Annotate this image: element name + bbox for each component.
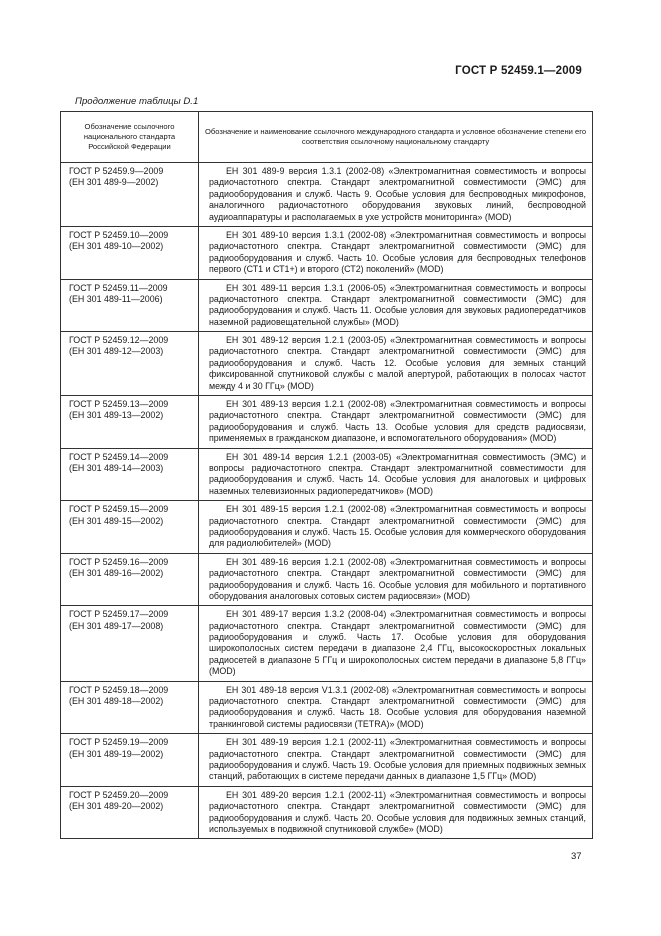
equivalent-standard-code: (ЕН 301 489-19—2002) bbox=[69, 748, 164, 759]
international-standard-description: ЕН 301 489-17 версия 1.3.2 (2008-04) «Электромагнитная совместимость и вопросы радиочастотного спектра. Стандарт электромагнитной совместимости (ЭМС) для радиооборудования и служб. Часть 17. Особые условия для оборудования широкополосных систем передачи в диапазоне 2,4 ГГц, высокоскоростных локальных радиосетей в диапазоне 5 ГГц и широкополосных систем передачи в диапазоне 5,8 ГГц» (MOD) bbox=[199, 606, 593, 681]
national-standard-cell bbox=[61, 279, 199, 332]
national-standard-code: ГОСТ Р 52459.12—2009 bbox=[69, 335, 169, 346]
international-standard-description: ЕН 301 489-13 версия 1.2.1 (2002-08) «Электромагнитная совместимость и вопросы радиочастотного спектра. Стандарт электромагнитной совместимости (ЭМС) для радиооборудования и служб. Часть 13. Особые условия для средств радиосвязи, применяемых в гражданском диапазоне, и вспомогательного оборудования» (MOD) bbox=[199, 396, 593, 449]
table-row bbox=[61, 396, 593, 449]
equivalent-standard-code: (ЕН 301 489-12—2003) bbox=[69, 346, 164, 357]
equivalent-standard-code: (ЕН 301 489-10—2002) bbox=[69, 241, 164, 252]
equivalent-standard-code: (ЕН 301 489-11—2006) bbox=[69, 293, 163, 304]
equivalent-standard-code: (ЕН 301 489-9—2002) bbox=[69, 177, 159, 188]
table-row bbox=[61, 163, 593, 227]
equivalent-standard-code: (ЕН 301 489-20—2002) bbox=[69, 801, 164, 812]
international-standard-description: ЕН 301 489-11 версия 1.3.1 (2006-05) «Электромагнитная совместимость и вопросы радиочастотного спектра. Стандарт электромагнитной совместимости (ЭМС) для радиооборудования и служб. Часть 11. Особые условия для звуковых радиопередатчиков наземной радиовещательной службы» (MOD) bbox=[199, 279, 593, 332]
national-standard-code: ГОСТ Р 52459.17—2009 bbox=[69, 609, 169, 620]
national-standard-cell bbox=[61, 734, 199, 787]
table-row bbox=[61, 681, 593, 734]
national-standard-code: ГОСТ Р 52459.20—2009 bbox=[69, 789, 169, 800]
table-row bbox=[61, 553, 593, 606]
international-standard-description: ЕН 301 489-10 версия 1.3.1 (2002-08) «Электромагнитная совместимость и вопросы радиочастотного спектра. Стандарт электромагнитной совместимости (ЭМС) для радиооборудования и служб. Часть 10. Особые условия для беспроводных телефонов первого (СТ1 и СТ1+) и второго (СТ2) поколений» (MOD) bbox=[199, 226, 593, 279]
international-standard-description: ЕН 301 489-14 версия 1.2.1 (2003-05) «Электромагнитная совместимость (ЭМС) и вопросы радиочастотного спектра. Стандарт электромагнитной совместимости для радиооборудования и служб. Часть 14. Особые условия для аналоговых и цифровых наземных телевизионных радиопередатчиков» (MOD) bbox=[199, 448, 593, 501]
national-standard-cell bbox=[61, 448, 199, 501]
national-standard-code: ГОСТ Р 52459.11—2009 bbox=[69, 282, 168, 293]
national-standard-code: ГОСТ Р 52459.18—2009 bbox=[69, 684, 169, 695]
equivalent-standard-code: (ЕН 301 489-15—2002) bbox=[69, 515, 164, 526]
table-continuation-caption: Продолжение таблицы D.1 bbox=[75, 96, 199, 107]
national-standard-code: ГОСТ Р 52459.13—2009 bbox=[69, 399, 169, 410]
equivalent-standard-code: (ЕН 301 489-17—2008) bbox=[69, 620, 164, 631]
equivalent-standard-code: (ЕН 301 489-16—2002) bbox=[69, 568, 164, 579]
national-standard-code: ГОСТ Р 52459.14—2009 bbox=[69, 451, 169, 462]
national-standard-code: ГОСТ Р 52459.10—2009 bbox=[69, 229, 169, 240]
international-standard-description: ЕН 301 489-15 версия 1.2.1 (2002-08) «Электромагнитная совместимость и вопросы радиочастотного спектра. Стандарт электромагнитной совместимости (ЭМС) для радиооборудования и служб. Часть 15. Особые условия для коммерческого оборудования для радиолюбителей» (MOD) bbox=[199, 501, 593, 554]
national-standard-code: ГОСТ Р 52459.16—2009 bbox=[69, 556, 169, 567]
international-standard-description: ЕН 301 489-18 версия V1.3.1 (2002-08) «Электромагнитная совместимость и вопросы радиочастотного спектра. Стандарт электромагнитной совместимости (ЭМС) для радиооборудования и служб. Часть 18. Особые условия для оборудования наземной транкинговой системы радиосвязи (TETRA)» (MOD) bbox=[199, 681, 593, 734]
table-row bbox=[61, 226, 593, 279]
national-standard-cell bbox=[61, 501, 199, 554]
equivalent-standard-code: (ЕН 301 489-14—2003) bbox=[69, 462, 164, 473]
national-standard-cell bbox=[61, 332, 199, 396]
national-standard-cell bbox=[61, 396, 199, 449]
national-standard-cell bbox=[61, 163, 199, 227]
national-standard-code: ГОСТ Р 52459.9—2009 bbox=[69, 166, 164, 176]
equivalent-standard-code: (ЕН 301 489-18—2002) bbox=[69, 696, 164, 707]
table-row bbox=[61, 448, 593, 501]
table-header-row bbox=[61, 112, 593, 163]
reference-standards-table bbox=[60, 111, 593, 839]
document-code-header: ГОСТ Р 52459.1—2009 bbox=[455, 65, 582, 77]
table-row bbox=[61, 332, 593, 396]
table-row bbox=[61, 606, 593, 681]
equivalent-standard-code: (ЕН 301 489-13—2002) bbox=[69, 410, 164, 421]
international-standard-description: ЕН 301 489-9 версия 1.3.1 (2002-08) «Электромагнитная совместимость и вопросы радиочастотного спектра. Стандарт электромагнитной совместимости (ЭМС) для радиооборудования и служб. Часть 9. Особые условия для беспроводных микрофонов, аналогичного радиочастотного оборудования звуковых линий, беспроводной аудиоаппаратуры и располагаемых в ухе устройств мониторинга» (MOD) bbox=[199, 163, 593, 227]
international-standard-description: ЕН 301 489-16 версия 1.2.1 (2002-08) «Электромагнитная совместимость и вопросы радиочастотного спектра. Стандарт электромагнитной совместимости (ЭМС) для радиооборудования и служб. Часть 16. Особые условия для мобильного и портативного оборудования аналоговых сотовых систем радиосвязи» (MOD) bbox=[199, 553, 593, 606]
international-standard-description: ЕН 301 489-12 версия 1.2.1 (2003-05) «Электромагнитная совместимость и вопросы радиочастотного спектра. Стандарт электромагнитной совместимости (ЭМС) для радиооборудования и служб. Часть 12. Особые условия для земных станций фиксированной спутниковой службы с малой апертурой, работающих в полосах частот между 4 и 30 ГГц» (MOD) bbox=[199, 332, 593, 396]
column-header-international-standard: Обозначение и наименование ссылочного международного стандарта и условное обозначение степени его соответствия ссылочному национальному стандарту bbox=[199, 112, 593, 163]
national-standard-code: ГОСТ Р 52459.15—2009 bbox=[69, 504, 169, 515]
national-standard-cell bbox=[61, 786, 199, 839]
national-standard-cell bbox=[61, 606, 199, 681]
table-row bbox=[61, 501, 593, 554]
table-row bbox=[61, 734, 593, 787]
international-standard-description: ЕН 301 489-19 версия 1.2.1 (2002-11) «Электромагнитная совместимость и вопросы радиочастотного спектра. Стандарт электромагнитной совместимости (ЭМС) для радиооборудования и служб. Часть 19. Особые условия для приемных подвижных земных станций, работающих в системе передачи данных в диапазоне 1,5 ГГц» (MOD) bbox=[199, 734, 593, 787]
national-standard-cell bbox=[61, 553, 199, 606]
column-header-national-standard: Обозначение ссылочного национального стандарта Российской Федерации bbox=[61, 112, 199, 163]
table-row bbox=[61, 279, 593, 332]
page-number: 37 bbox=[571, 851, 582, 862]
national-standard-cell bbox=[61, 681, 199, 734]
table-row bbox=[61, 786, 593, 839]
national-standard-cell bbox=[61, 226, 199, 279]
international-standard-description: ЕН 301 489-20 версия 1.2.1 (2002-11) «Электромагнитная совместимость и вопросы радиочастотного спектра. Стандарт электромагнитной совместимости (ЭМС) для радиооборудования и служб. Часть 20. Особые условия для подвижных земных станций, используемых в подвижной спутниковой службе» (MOD) bbox=[199, 786, 593, 839]
national-standard-code: ГОСТ Р 52459.19—2009 bbox=[69, 737, 169, 748]
